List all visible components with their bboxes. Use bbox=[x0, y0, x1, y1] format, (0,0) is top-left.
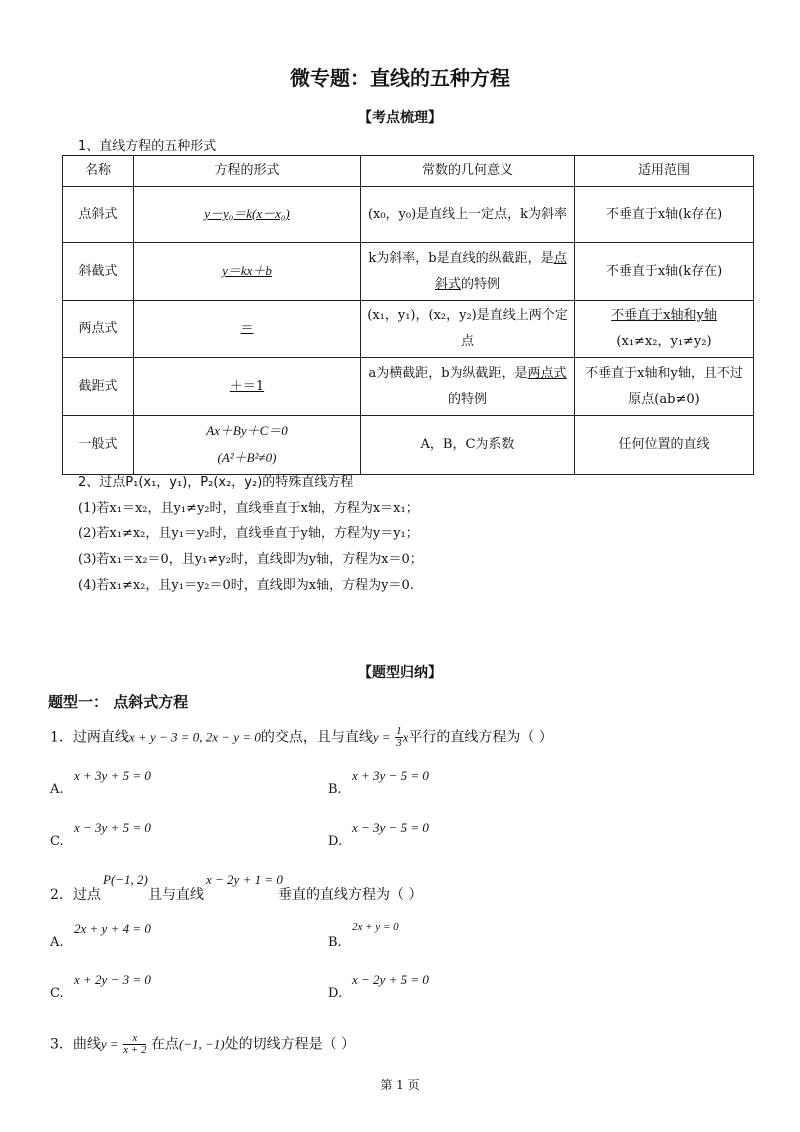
table-cell-scope: 不垂直于x轴(k存在) bbox=[575, 187, 754, 243]
q1-option-a[interactable]: x + 3y + 5 = 0 bbox=[74, 768, 151, 783]
q1-option-c[interactable]: x − 3y + 5 = 0 bbox=[74, 820, 151, 835]
table-cell-meaning: k为斜率，b是直线的纵截距，是点斜式的特例 bbox=[361, 243, 575, 301]
table-cell-name: 一般式 bbox=[63, 416, 134, 475]
point1-title: 1、直线方程的五种形式 bbox=[78, 139, 217, 154]
q1-option-d[interactable]: x − 3y − 5 = 0 bbox=[352, 820, 429, 835]
table-cell-form: ＋＝1 bbox=[134, 358, 361, 416]
q2-option-a[interactable]: 2x + y + 4 = 0 bbox=[74, 921, 151, 936]
table-cell-form: Ax＋By＋C＝0 (A²＋B²≠0) bbox=[134, 416, 361, 475]
table-cell-name: 截距式 bbox=[63, 358, 134, 416]
section-heading-types: 【题型归纳】 bbox=[358, 665, 442, 681]
question-1: 1．过两直线x + y − 3 = 0, 2x − y = 0的交点，且与直线y = $\frac{1}{3}$ x平行的直线方程为（ ） bbox=[50, 725, 553, 749]
table-cell-name: 斜截式 bbox=[63, 243, 134, 301]
table-cell-meaning: A，B，C为系数 bbox=[361, 416, 575, 475]
table-cell-form: y＝kx＋b bbox=[134, 243, 361, 301]
q2-option-d[interactable]: x − 2y + 5 = 0 bbox=[352, 972, 429, 987]
table-cell-form: y－y₀＝k(x－x₀) bbox=[134, 187, 361, 243]
table-cell-meaning: a为横截距，b为纵截距，是两点式的特例 bbox=[361, 358, 575, 416]
table-row bbox=[63, 243, 754, 301]
line-equation-table bbox=[62, 155, 754, 475]
q2-prefix: 2．过点 bbox=[50, 887, 101, 903]
table-cell-name: 两点式 bbox=[63, 301, 134, 358]
table-row bbox=[63, 416, 754, 475]
table-row bbox=[63, 187, 754, 243]
special-case: (2)若x₁≠x₂，且y₁＝y₂时，直线垂直于y轴，方程为y＝y₁； bbox=[78, 526, 419, 541]
q2-point: P(−1, 2) bbox=[103, 872, 148, 887]
special-case: (1)若x₁＝x₂，且y₁≠y₂时，直线垂直于x轴，方程为x＝x₁； bbox=[78, 501, 419, 516]
q2-option-c[interactable]: x + 2y − 3 = 0 bbox=[74, 972, 151, 987]
option-label-c: C. bbox=[50, 986, 64, 1001]
point2-title: 2、过点P₁(x₁，y₁)，P₂(x₂，y₂)的特殊直线方程 bbox=[78, 475, 354, 490]
table-header: 方程的形式 bbox=[134, 156, 361, 187]
page-number: 第 1 页 bbox=[380, 1078, 420, 1092]
option-label-b: B. bbox=[328, 935, 342, 950]
fraction-one-third: $\frac{1}{3}$ bbox=[396, 725, 402, 749]
type1-heading: 题型一： 点斜式方程 bbox=[48, 693, 189, 711]
table-row bbox=[63, 358, 754, 416]
table-cell-meaning: (x₀，y₀)是直线上一定点，k为斜率 bbox=[361, 187, 575, 243]
option-label-d: D. bbox=[328, 834, 343, 849]
special-case: (3)若x₁＝x₂＝0，且y₁≠y₂时，直线即为y轴，方程为x＝0； bbox=[78, 552, 423, 567]
special-case: (4)若x₁≠x₂，且y₁＝y₂＝0时，直线即为x轴，方程为y＝0. bbox=[78, 578, 414, 593]
q2-option-b[interactable]: 2x + y = 0 bbox=[352, 921, 399, 933]
option-label-a: A. bbox=[50, 935, 64, 950]
option-label-d: D. bbox=[328, 986, 343, 1001]
table-header-row bbox=[63, 156, 754, 187]
table-row bbox=[63, 301, 754, 358]
question-3: 3．曲线y = $\frac{x}{x + 2}$ 在点(−1, −1)处的切线方程是（ ） bbox=[50, 1032, 356, 1056]
fraction-x-over-x-plus-2: $\frac{x}{x + 2}$ bbox=[123, 1032, 147, 1056]
table-cell-scope: 不垂直于x轴和y轴 (x₁≠x₂，y₁≠y₂) bbox=[575, 301, 754, 358]
page-title: 微专题：直线的五种方程 bbox=[290, 66, 510, 90]
table-header: 常数的几何意义 bbox=[361, 156, 575, 187]
table-cell-scope: 不垂直于x轴(k存在) bbox=[575, 243, 754, 301]
q2-suffix: 垂直的直线方程为（ ） bbox=[278, 887, 423, 903]
q2-mid: 且与直线 bbox=[148, 887, 204, 903]
table-cell-scope: 不垂直于x轴和y轴，且不过原点(ab≠0) bbox=[575, 358, 754, 416]
section-heading-review: 【考点梳理】 bbox=[358, 110, 442, 126]
table-cell-name: 点斜式 bbox=[63, 187, 134, 243]
option-label-b: B. bbox=[328, 782, 342, 797]
table-cell-form: ＝ bbox=[134, 301, 361, 358]
option-label-a: A. bbox=[50, 782, 64, 797]
table-cell-meaning: (x₁，y₁)，(x₂，y₂)是直线上两个定点 bbox=[361, 301, 575, 358]
option-label-c: C. bbox=[50, 834, 64, 849]
table-header: 适用范围 bbox=[575, 156, 754, 187]
q1-option-b[interactable]: x + 3y − 5 = 0 bbox=[352, 768, 429, 783]
table-cell-scope: 任何位置的直线 bbox=[575, 416, 754, 475]
table-header: 名称 bbox=[63, 156, 134, 187]
q2-line-equation: x − 2y + 1 = 0 bbox=[206, 872, 283, 887]
